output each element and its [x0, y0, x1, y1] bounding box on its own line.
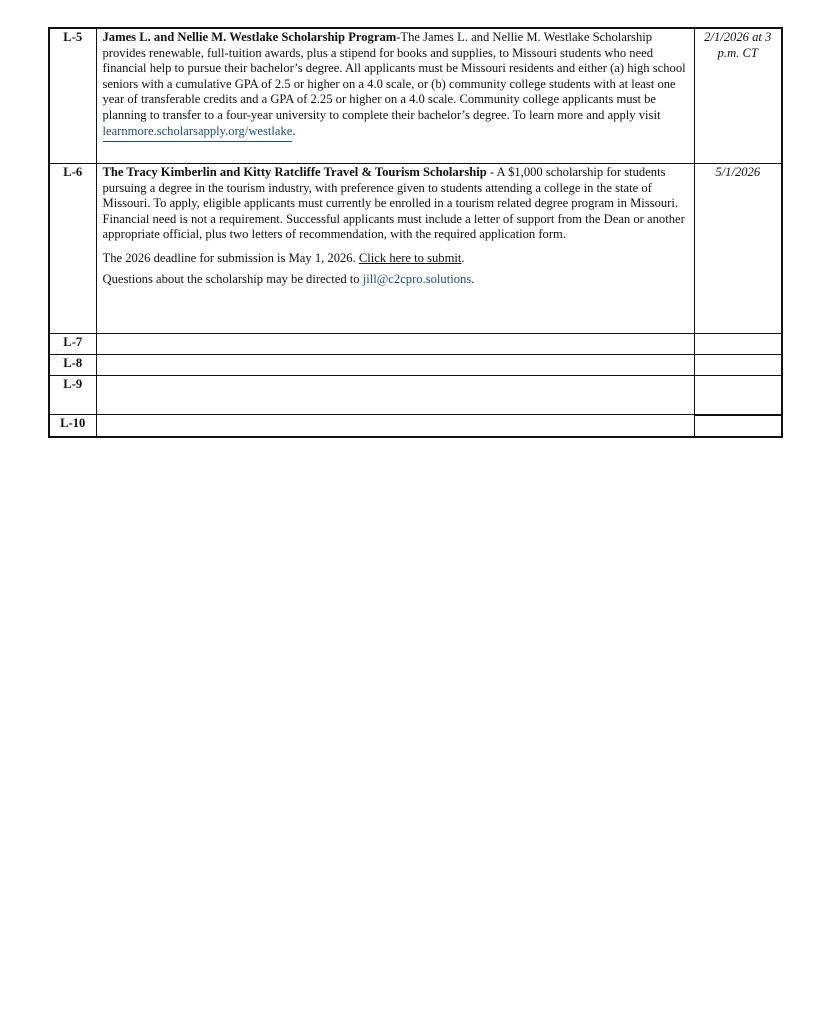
- email-suffix: .: [471, 271, 475, 286]
- deadline-text: The 2026 deadline for submission is May 1, 2026.: [102, 250, 359, 265]
- row-id: L-9: [49, 376, 96, 415]
- table-row: [49, 334, 782, 355]
- scholarship-title: The Tracy Kimberlin and Kitty Ratcliffe Travel & Tourism Scholarship: [102, 165, 487, 179]
- table-row: [49, 376, 782, 415]
- row-description: [96, 334, 694, 355]
- table-row: [49, 164, 782, 334]
- row-description: [96, 355, 694, 376]
- row-id: L-7: [49, 334, 96, 355]
- table-row: [49, 415, 782, 438]
- row-deadline: [694, 376, 782, 415]
- row-id: L-5: [49, 28, 96, 164]
- link-suffix: .: [292, 123, 296, 138]
- submit-link[interactable]: Click here to submit: [358, 250, 462, 265]
- row-deadline: [694, 334, 782, 355]
- row-id: L-10: [49, 415, 96, 438]
- submission-deadline-line: [103, 251, 688, 267]
- row-description: [96, 415, 694, 438]
- row-id: L-6: [49, 164, 96, 334]
- row-deadline: 5/1/2026: [694, 164, 782, 334]
- row-deadline: [694, 28, 782, 164]
- questions-line: [103, 272, 688, 288]
- row-description: [96, 164, 694, 334]
- row-description: [96, 376, 694, 415]
- table-row: [49, 355, 782, 376]
- row-id: L-8: [49, 355, 96, 376]
- scholarship-table: [48, 27, 783, 438]
- scholarship-description: - A $1,000 scholarship for students pursuing a degree in the tourism industry, with preference given to students attending a college in the state of Missouri. To apply, eligible applicants must currently be enrolled in a tourism related degree program in Missouri. Financial need is not a requirement. Successful applicants must include a letter of support from the Dean or another appropriate official, plus two letters of recommendation, with the required application form.: [102, 165, 685, 242]
- submit-suffix: .: [461, 250, 465, 265]
- westlake-link[interactable]: learnmore.scholarsapply.org/westlake: [103, 124, 293, 142]
- questions-text: Questions about the scholarship may be directed to: [102, 271, 363, 286]
- scholarship-description: -The James L. and Nellie M. Westlake Scholarship provides renewable, full-tuition awards, plus a stipend for books and supplies, to Missouri students who need financial help to pursue their bachelor’s degree. All applicants must be Missouri residents and either (a) high school seniors with a cumulative GPA of 2.5 or higher on a 4.0 scale, or (b) community college students with at least one year of transferable credits and a GPA of 2.25 or higher on a 4.0 scale. Community college applicants must be planning to transfer to a four-year university to complete their bachelor’s degree. To learn more and apply visit: [102, 30, 686, 122]
- row-description: [96, 28, 694, 164]
- table-row: [49, 28, 782, 164]
- deadline-line-1: 2/1/2026 at 3: [704, 30, 772, 44]
- scholarship-title: James L. and Nellie M. Westlake Scholarship Program: [102, 30, 397, 44]
- row-deadline: [694, 355, 782, 376]
- row-deadline: [694, 415, 782, 438]
- email-link[interactable]: jill@c2cpro.solutions: [362, 271, 472, 286]
- scholarship-paragraph: [103, 165, 688, 243]
- deadline-line-2: p.m. CT: [717, 45, 758, 60]
